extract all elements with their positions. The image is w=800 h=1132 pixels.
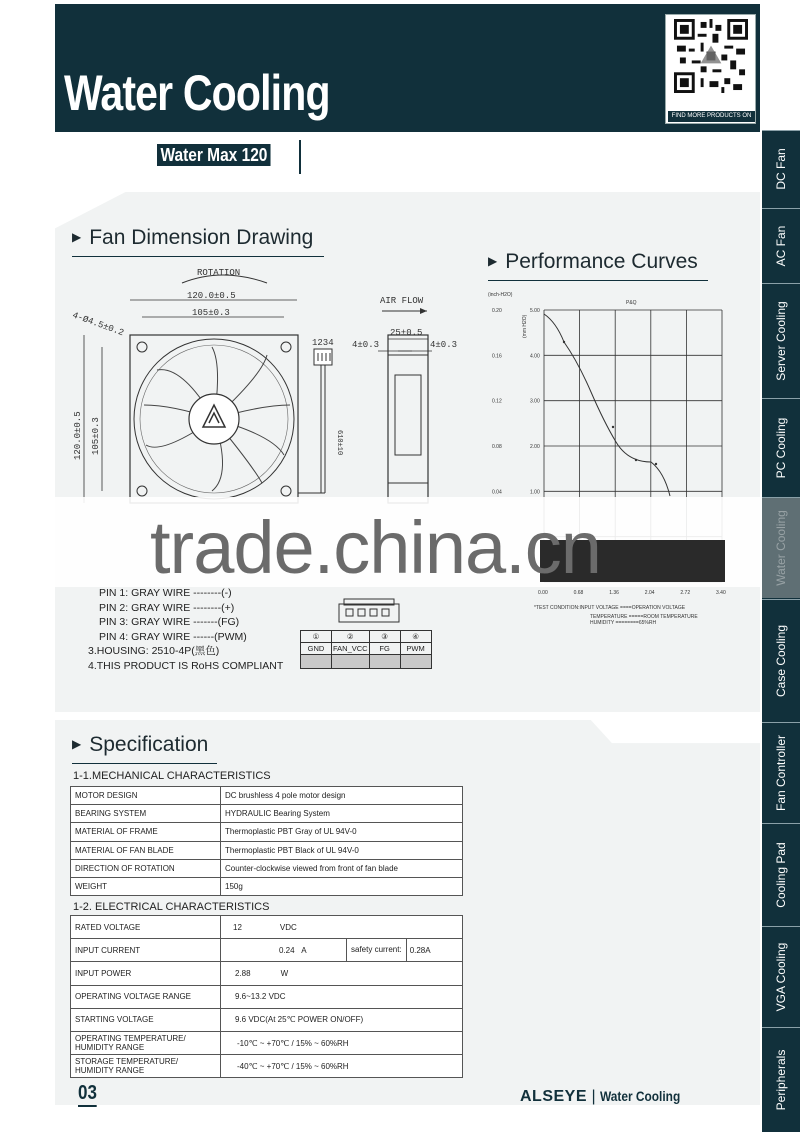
tab-case-cooling[interactable]: Case Cooling <box>762 599 800 721</box>
pin-number-3: ③ <box>369 631 400 643</box>
pin-label-fg: FG <box>369 643 400 655</box>
dim-overall-top: 120.0±0.5 <box>187 291 236 301</box>
qr-caption: FIND MORE PRODUCTS ON <box>668 111 755 122</box>
tab-dc-fan[interactable]: DC Fan <box>762 130 800 207</box>
table-row: STARTING VOLTAGE 9.6 VDC(At 25℃ POWER ON/OFF) <box>71 1008 463 1031</box>
qr-code-box[interactable] <box>665 14 756 124</box>
pin-assignment-table <box>300 630 432 669</box>
mechanical-table <box>70 786 463 896</box>
performance-heading: ▶ Performance Curves <box>488 250 698 273</box>
table-row: WEIGHT 150g <box>71 877 463 895</box>
dim-holes-top: 105±0.3 <box>192 308 230 318</box>
performance-underline <box>488 280 708 281</box>
dim-depth-label: 25±0.5 <box>390 328 423 338</box>
side-navigation <box>762 130 800 1132</box>
chart-humidity: HUMIDITY ========65%RH <box>590 620 657 626</box>
chart-y-tick-inner: 5.00 <box>530 308 540 314</box>
chart-inner-unit: (mm H2O) <box>522 314 528 338</box>
footer-brand <box>520 1088 694 1106</box>
tab-ac-fan[interactable]: AC Fan <box>762 208 800 282</box>
mechanical-title: 1-1.MECHANICAL CHARACTERISTICS <box>73 770 271 782</box>
table-row: INPUT CURRENT 0.24 A safety current: 0.28A <box>71 939 463 962</box>
connector-housing-icon <box>338 598 400 624</box>
tab-peripherals[interactable]: Peripherals <box>762 1027 800 1132</box>
chart-test-condition: *TEST CONDITION:INPUT VOLTAGE ====OPERATION VOLTAGE <box>534 605 686 611</box>
tab-vga-cooling[interactable]: VGA Cooling <box>762 926 800 1026</box>
table-row: BEARING SYSTEM HYDRAULIC Bearing System <box>71 805 463 823</box>
dim-overall-side: 120.0±0.5 <box>73 411 83 460</box>
pin-label-vcc: FAN_VCC <box>333 644 368 653</box>
tab-server-cooling[interactable]: Server Cooling <box>762 283 800 397</box>
pin-number-4: ④ <box>400 631 431 643</box>
dim-mount-label: 4-Ø4.5±0.2 <box>70 310 126 339</box>
product-subtitle: Water Max 120 <box>157 144 271 166</box>
triangle-bullet-icon: ▶ <box>488 254 498 268</box>
pin3-note: PIN 3: GRAY WIRE -------(FG) <box>99 616 240 629</box>
chart-y-tick-inner: 4.00 <box>530 353 540 360</box>
brand-separator: | <box>587 1088 601 1105</box>
table-row: DIRECTION OF ROTATION Counter-clockwise viewed from front of fan blade <box>71 859 463 877</box>
page-number: 03 <box>78 1082 97 1107</box>
housing-note: 3.HOUSING: 2510-4P(黑色) <box>88 645 220 658</box>
pin-numbers-label: 1234 <box>312 338 334 348</box>
chart-y-tick-inner: 2.00 <box>530 444 540 450</box>
chart-y-tick-inner: 3.00 <box>530 398 540 405</box>
brand-category: Water Cooling <box>600 1088 681 1104</box>
table-row: MATERIAL OF FRAME Thermoplastic PBT Gray of UL 94V-0 <box>71 823 463 841</box>
rotation-label: ROTATION <box>197 268 241 278</box>
subtitle-divider <box>299 140 301 174</box>
chart-y-tick-inner: 1.00 <box>530 489 540 496</box>
specification-heading: ▶ Specification <box>72 733 209 756</box>
table-row: MOTOR DESIGN DC brushless 4 pole motor design <box>71 787 463 805</box>
chart-x-tick: 0.00 <box>538 590 548 596</box>
table-row: RATED VOLTAGE 12 VDC <box>71 916 463 939</box>
tab-pc-cooling[interactable]: PC Cooling <box>762 398 800 496</box>
chart-x-tick: 3.40 <box>716 590 726 596</box>
chart-unit-label: (inch-H2O) <box>488 292 513 298</box>
watermark-text: trade.china.cn <box>150 506 601 589</box>
fan-dimension-heading: ▶ Fan Dimension Drawing <box>72 226 314 249</box>
pin2-note: PIN 2: GRAY WIRE --------(+) <box>99 601 235 614</box>
table-row: MATERIAL OF FAN BLADE Thermoplastic PBT Black of UL 94V-0 <box>71 841 463 859</box>
tab-fan-controller[interactable]: Fan Controller <box>762 722 800 822</box>
pin-number-1: ① <box>301 631 332 643</box>
dim-side-right: 4±0.3 <box>430 340 458 350</box>
chart-y-tick-outer: 0.04 <box>492 489 502 496</box>
chart-x-tick: 2.04 <box>644 590 655 596</box>
pin1-note: PIN 1: GRAY WIRE --------(-) <box>99 587 232 599</box>
chart-plot-title: P&Q <box>626 300 637 306</box>
page-title: Water Cooling <box>64 65 330 121</box>
electrical-table <box>70 915 463 1078</box>
dim-side-left: 4±0.3 <box>352 340 380 350</box>
pin-label-pwm: PWM <box>400 643 431 655</box>
table-row: OPERATING TEMPERATURE/ HUMIDITY RANGE -10℃ ~ +70℃ / 15% ~ 60%RH <box>71 1031 463 1054</box>
table-row: STORAGE TEMPERATURE/ HUMIDITY RANGE -40℃ ~ +70℃ / 15% ~ 60%RH <box>71 1055 463 1078</box>
subtitle-row <box>157 144 289 166</box>
pin-label-gnd: GND <box>301 643 332 655</box>
brand-logo: ALSEYE <box>520 1088 588 1105</box>
pin-number-2: ② <box>332 631 370 643</box>
triangle-bullet-icon: ▶ <box>72 737 82 751</box>
cable-length-label: 610±10 <box>335 430 343 456</box>
chart-y-tick-outer: 0.16 <box>492 353 502 360</box>
pin-notes <box>88 586 283 674</box>
dim-holes-side: 105±0.3 <box>91 417 101 455</box>
chart-y-tick-outer: 0.08 <box>492 444 502 450</box>
table-row: INPUT POWER 2.88 W <box>71 962 463 985</box>
qr-code-icon <box>674 19 748 93</box>
chart-x-tick: 0.68 <box>573 590 584 596</box>
triangle-bullet-icon: ▶ <box>72 230 82 244</box>
electrical-title: 1-2. ELECTRICAL CHARACTERISTICS <box>73 901 270 913</box>
chart-y-tick-outer: 0.12 <box>492 398 502 405</box>
chart-temperature: TEMPERATURE =====ROOM TEMPERATURE <box>590 614 698 620</box>
air-flow-label: AIR FLOW <box>380 296 424 306</box>
chart-x-tick: 2.72 <box>680 590 691 596</box>
rohs-note: 4.THIS PRODUCT IS RoHS COMPLIANT <box>88 659 284 672</box>
tab-cooling-pad[interactable]: Cooling Pad <box>762 823 800 925</box>
specification-underline <box>72 763 217 764</box>
table-row: OPERATING VOLTAGE RANGE 9.6~13.2 VDC <box>71 985 463 1008</box>
tab-water-cooling[interactable]: Water Cooling <box>762 497 800 598</box>
chart-y-tick-outer: 0.20 <box>492 308 502 314</box>
pin4-note: PIN 4: GRAY WIRE ------(PWM) <box>99 630 247 643</box>
chart-x-tick: 1.36 <box>609 590 619 596</box>
